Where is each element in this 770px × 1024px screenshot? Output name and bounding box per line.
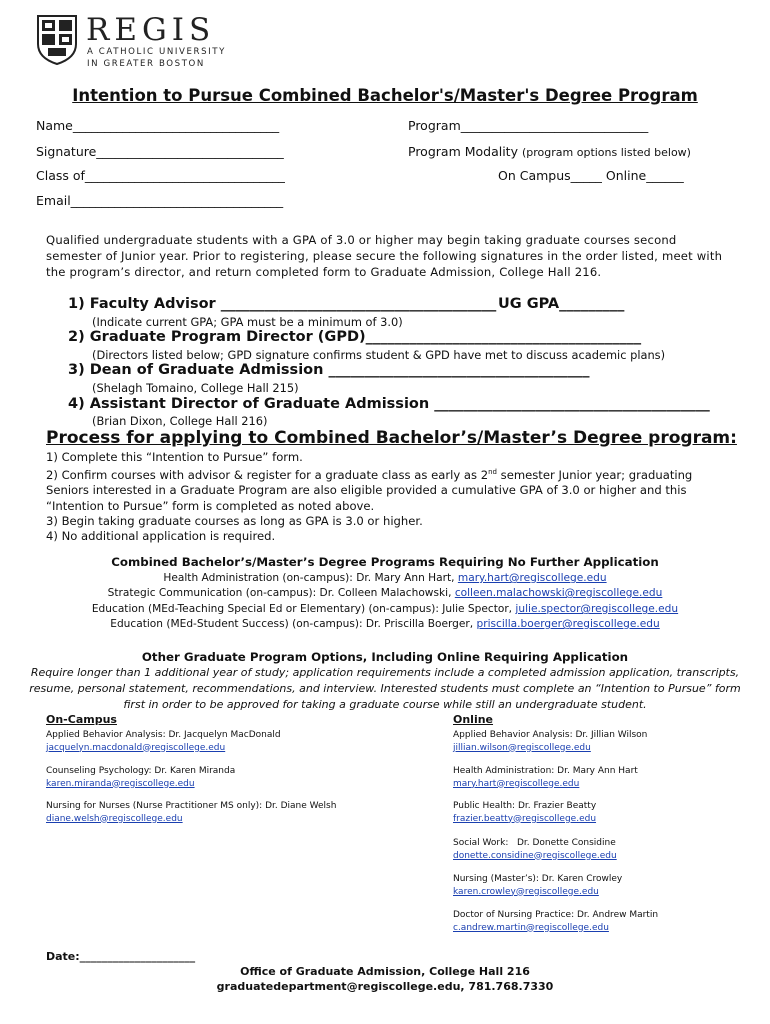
form-title: Intention to Pursue Combined Bachelor's/Master's Degree Program	[72, 86, 698, 105]
email-link[interactable]: julie.spector@regiscollege.edu	[515, 603, 679, 615]
list-item: Applied Behavior Analysis: Dr. Jillian Wilson jillian.wilson@regiscollege.edu	[453, 730, 648, 753]
logo-wordmark: REGIS	[86, 12, 216, 48]
class-of-field[interactable]: Class of________________________________	[36, 168, 285, 183]
email-link[interactable]: colleen.malachowski@regiscollege.edu	[454, 587, 663, 599]
process-steps	[46, 450, 736, 545]
signature-gpd[interactable]: 2) Graduate Program Director (GPD)______________________________________	[68, 329, 642, 345]
ug-gpa-field[interactable]: UG GPA_________	[498, 296, 625, 312]
modality-note: (program options listed below)	[521, 146, 691, 159]
list-item: Public Health: Dr. Frazier Beatty frazier.beatty@regiscollege.edu	[453, 801, 597, 824]
regis-shield-logo	[36, 14, 78, 66]
on-campus-heading: On-Campus	[46, 713, 117, 726]
process-heading: Process for applying to Combined Bachelor’s/Master’s Degree program:	[46, 428, 737, 448]
email-link[interactable]: donette.considine@regiscollege.edu	[453, 850, 617, 861]
list-item: Nursing (Master’s): Dr. Karen Crowley karen.crowley@regiscollege.edu	[453, 874, 623, 897]
logo-tagline-1: A CATHOLIC UNIVERSITY	[87, 47, 226, 57]
intro-paragraph: Qualified undergraduate students with a GPA of 3.0 or higher may begin taking graduate courses second semester of Junior year. Prior to registering, please secure the following signatures in the order listed, meet with the program’s director, and return completed form to Graduate Admission, College Hall 216.	[46, 233, 723, 279]
signature-note: (Directors listed below; GPD signature confirms student & GPD have met to discuss academic plans)	[92, 348, 666, 362]
process-step: 1) Complete this “Intention to Pursue” form.	[46, 450, 303, 464]
process-step: 2) Confirm courses with advisor & register for a graduate class as early as 2nd semester Junior year; graduating Seniors interested in a Graduate Program are also eligible provided a cumulative GPA of 3.0 or higher and this “Intention to Pursue” form is completed as noted above.	[46, 468, 693, 513]
process-step: 4) No additional application is required.	[46, 529, 276, 544]
other-options-note: first in order to be approved for taking a graduate course while still an undergraduate student.	[123, 698, 647, 711]
footer-office: Office of Graduate Admission, College Hall 216	[240, 965, 530, 978]
email-link[interactable]: karen.crowley@regiscollege.edu	[453, 886, 599, 897]
email-link[interactable]: jillian.wilson@regiscollege.edu	[453, 742, 591, 753]
other-options-note: Require longer than 1 additional year of study; application requirements include a completed admission application, transcripts,	[30, 666, 740, 679]
signature-faculty-advisor[interactable]: 1) Faculty Advisor ______________________________________	[68, 296, 497, 312]
list-item: Counseling Psychology: Dr. Karen Miranda karen.miranda@regiscollege.edu	[46, 766, 236, 789]
no-further-heading: Combined Bachelor’s/Master’s Degree Programs Requiring No Further Application	[111, 555, 659, 569]
email-link[interactable]: diane.welsh@regiscollege.edu	[46, 813, 183, 824]
other-options-heading: Other Graduate Program Options, Including Online Requiring Application	[141, 650, 629, 664]
email-link[interactable]: karen.miranda@regiscollege.edu	[46, 778, 195, 789]
email-field[interactable]: Email__________________________________	[36, 193, 284, 208]
other-options-note: resume, personal statement, recommendations, and interview. Interested students must complete an “Intention to Pursue” form	[29, 682, 741, 695]
email-link[interactable]: c.andrew.martin@regiscollege.edu	[453, 922, 609, 933]
process-step: 3) Begin taking graduate courses as long as GPA is 3.0 or higher.	[46, 514, 423, 529]
email-link[interactable]: mary.hart@regiscollege.edu	[457, 572, 607, 584]
signature-note: (Indicate current GPA; GPA must be a minimum of 3.0)	[92, 315, 403, 329]
list-item: Applied Behavior Analysis: Dr. Jacquelyn MacDonald jacquelyn.macdonald@regiscollege.edu	[46, 730, 281, 753]
date-field[interactable]: Date:_____________________	[46, 950, 196, 963]
list-item: Health Administration: Dr. Mary Ann Hart mary.hart@regiscollege.edu	[453, 766, 638, 789]
email-link[interactable]: mary.hart@regiscollege.edu	[453, 778, 580, 789]
signature-note: (Shelagh Tomaino, College Hall 215)	[92, 381, 299, 395]
modality-label: Program Modality	[408, 144, 518, 159]
program-line: Strategic Communication (on-campus): Dr. Colleen Malachowski, colleen.malachowski@regiscollege.edu	[107, 587, 663, 599]
footer-contact: graduatedepartment@regiscollege.edu, 781.768.7330	[216, 980, 554, 993]
signature-note: (Brian Dixon, College Hall 216)	[92, 414, 268, 428]
program-line: Education (MEd-Teaching Special Ed or Elementary) (on-campus): Julie Spector, julie.spector@regiscollege.edu	[91, 603, 679, 615]
program-line: Education (MEd-Student Success) (on-campus): Dr. Priscilla Boerger, priscilla.boerger@regiscollege.edu	[110, 618, 660, 630]
signature-asst-director[interactable]: 4) Assistant Director of Graduate Admission ______________________________________	[68, 396, 710, 412]
program-line: Health Administration (on-campus): Dr. Mary Ann Hart, mary.hart@regiscollege.edu	[163, 572, 607, 584]
email-link[interactable]: priscilla.boerger@regiscollege.edu	[476, 618, 660, 630]
logo-tagline-2: IN GREATER BOSTON	[87, 59, 205, 69]
signature-field[interactable]: Signature______________________________	[36, 144, 284, 159]
online-heading: Online	[453, 713, 494, 726]
list-item: Social Work: Dr. Donette Considine donette.considine@regiscollege.edu	[453, 838, 617, 861]
modality-choice[interactable]: On Campus_____ Online______	[498, 168, 684, 183]
email-link[interactable]: jacquelyn.macdonald@regiscollege.edu	[46, 742, 226, 753]
name-field[interactable]: Name_________________________________	[36, 118, 280, 133]
list-item: Doctor of Nursing Practice: Dr. Andrew Martin c.andrew.martin@regiscollege.edu	[453, 910, 659, 933]
list-item: Nursing for Nurses (Nurse Practitioner MS only): Dr. Diane Welsh diane.welsh@regiscollege.edu	[46, 801, 337, 824]
signature-dean[interactable]: 3) Dean of Graduate Admission ____________________________________	[68, 362, 590, 378]
email-link[interactable]: frazier.beatty@regiscollege.edu	[453, 813, 597, 824]
program-modality-label	[408, 144, 691, 159]
program-field[interactable]: Program______________________________	[408, 118, 649, 133]
